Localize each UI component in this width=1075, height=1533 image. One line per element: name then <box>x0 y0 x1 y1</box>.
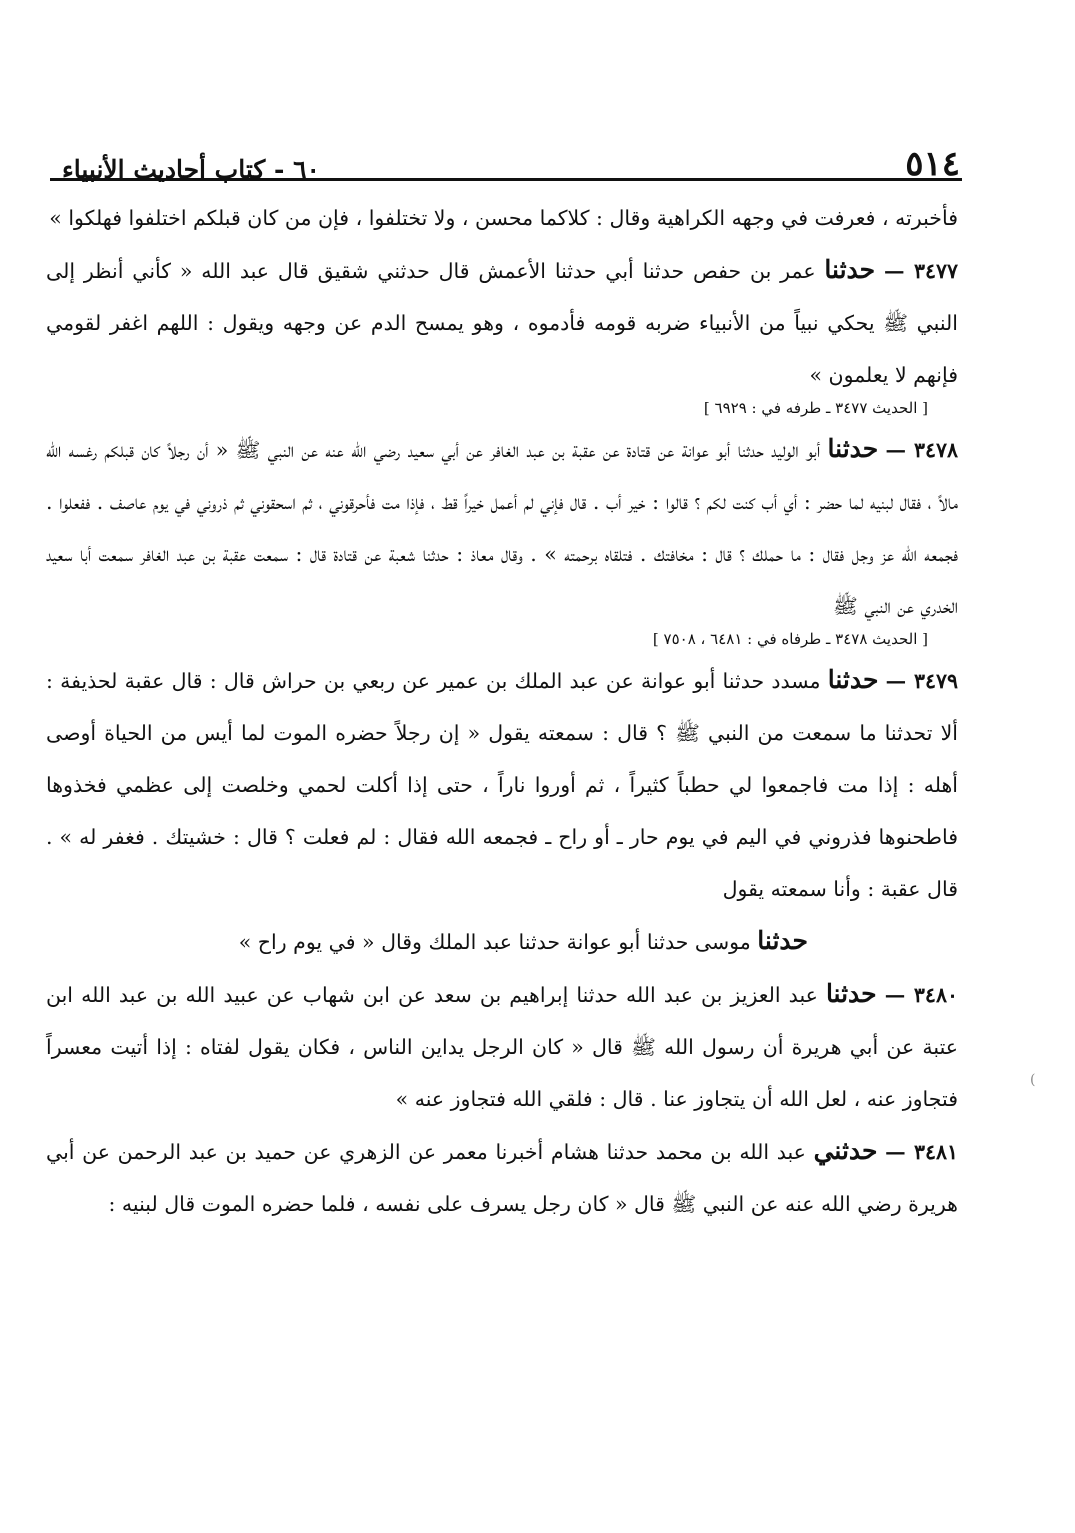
header-rule <box>50 178 962 181</box>
hadith-text: عبد الله بن محمد حدثنا هشام أخبرنا معمر عن الزهري عن حميد بن عبد الرحمن عن أبي هريرة رضي الله عنه عن النبي ﷺ قال « كان رجل يسرف على نفسه ، فلما حضره الموت قال لبنيه : <box>46 1140 958 1216</box>
page-body <box>46 192 958 1230</box>
hadith-reference: [ الحديث ٣٤٧٧ ـ طرفه في : ٦٩٢٩ ] <box>703 399 928 417</box>
hadith-opening: حدثنا <box>827 665 879 694</box>
hadith-text: موسى حدثنا أبو عوانة حدثنا عبد الملك وقال « في يوم راح » <box>238 930 751 954</box>
hadith-3481 <box>46 1125 958 1230</box>
page-number: ٥١٤ <box>905 144 960 184</box>
hadith-opening: حدثني <box>813 1136 878 1165</box>
hadith-opening: حدثنا <box>827 434 879 463</box>
hadith-3479 <box>46 654 958 915</box>
hadith-number: ٣٤٧٧ — <box>883 259 958 283</box>
hadith-3477 <box>46 244 958 401</box>
hadith-reference: [ الحديث ٣٤٧٨ ـ طرفاه في : ٦٤٨١ ، ٧٥٠٨ ] <box>652 630 928 648</box>
hadith-3480 <box>46 968 958 1125</box>
page-header <box>62 118 960 184</box>
hadith-opening: حدثنا <box>757 926 808 955</box>
hadith-number: ٣٤٧٨ — <box>885 438 958 462</box>
hadith-text: عبد العزيز بن عبد الله حدثنا إبراهيم بن سعد عن ابن شهاب عن عبيد الله بن عبد الله ابن عتبة عن أبي هريرة أن رسول الله ﷺ قال « كان الرجل يداين الناس ، فكان يقول لفتاه : إذا أتيت معسراً فتجاوز عنه ، لعل الله أن يتجاوز عنا . قال : فلقي الله فتجاوز عنه » <box>46 983 958 1111</box>
hadith-text: أبو الوليد حدثنا أبو عوانة عن قتادة عن عقبة بن عبد الغافر عن أبي سعيد رضي الله عنه عن النبي ﷺ « أن رجلاً كان قبلكم رغسه الله مالاً ، فقال لبنيه لما حضر : أي أب كنت لكم ؟ قالوا : خير أب . قال فإني لم أعمل خيراً قط ، فإذا مت فأحرقوني ، ثم اسحقوني ثم ذروني في يوم عاصف . ففعلوا . فجمعه الله عز وجل فقال : ما حملك ؟ قال : مخافتك . فتلقاه برحمته » . وقال معاذ : حدثنا شعبة عن قتادة قال : سمعت عقبة بن عبد الغافر سمعت أبا سعيد الخدري عن النبي ﷺ <box>46 438 958 618</box>
paragraph-text: فأخبرته ، فعرفت في وجهه الكراهية وقال : كلاكما محسن ، ولا تختلفوا ، فإن من كان قبلكم اختلفوا فهلكوا » <box>49 206 958 230</box>
hadith-number: ٣٤٨٠ — <box>884 983 958 1007</box>
hadith-3478 <box>46 423 958 632</box>
book-title: ٦٠ - كتاب أحاديث الأنبياء <box>62 155 320 184</box>
hadith-opening: حدثنا <box>824 255 876 284</box>
margin-mark: ( <box>1030 1072 1036 1088</box>
hadith-number: ٣٤٧٩ — <box>885 669 958 693</box>
hadith-3479-variant <box>46 915 958 968</box>
hadith-text: عمر بن حفص حدثنا أبي حدثنا الأعمش قال حدثني شقيق قال عبد الله « كأني أنظر إلى النبي ﷺ يحكي نبياً من الأنبياء ضربه قومه فأدموه ، وهو يمسح الدم عن وجهه ويقول : اللهم اغفر لقومي فإنهم لا يعلمون » <box>46 259 958 387</box>
hadith-number: ٣٤٨١ — <box>885 1140 958 1164</box>
hadith-opening: حدثنا <box>825 979 877 1008</box>
paragraph-continuation <box>46 192 958 244</box>
hadith-text: مسدد حدثنا أبو عوانة عن عبد الملك بن عمير عن ربعي بن حراش قال : قال عقبة لحذيفة : ألا تحدثنا ما سمعت من النبي ﷺ ؟ قال : سمعته يقول « إن رجلاً حضره الموت لما أيس من الحياة أوصى أهله : إذا مت فاجمعوا لي حطباً كثيراً ، ثم أوروا ناراً ، حتى إذا أكلت لحمي وخلصت إلى عظمي فخذوها فاطحنوها فذروني في اليم في يوم حار ـ أو راح ـ فجمعه الله فقال : لم فعلت ؟ قال : خشيتك . فغفر له » . قال عقبة : وأنا سمعته يقول <box>46 669 958 901</box>
